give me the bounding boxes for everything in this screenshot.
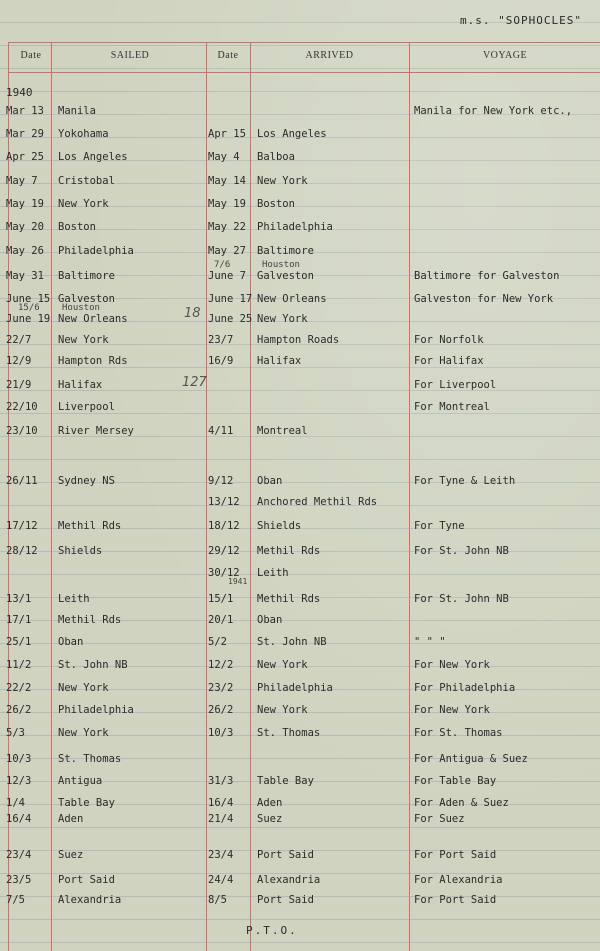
table-row [0,221,600,235]
sailed-port: Methil Rds [58,520,122,532]
arrived-date: 23/2 [208,682,234,694]
table-row [0,682,600,696]
arrived-date: 18/12 [208,520,240,532]
sailed-port: St. John NB [58,659,128,671]
sailed-date: Apr 25 [6,151,44,163]
sailed-date: 26/11 [6,475,38,487]
arrived-port: Philadelphia [257,682,333,694]
table-row [0,151,600,165]
sailed-port: Antigua [58,775,103,787]
sailed-date: 28/12 [6,545,38,557]
sailed-date: Mar 29 [6,128,44,140]
table-row [0,105,600,119]
table-row [0,175,600,189]
sailed-port: Philadelphia [58,704,134,716]
sailed-port: Sydney NS [58,475,115,487]
arrived-date: 30/12 [208,567,240,579]
houston-sail-port-note: Houston [62,303,100,313]
table-row [0,567,600,581]
table-row [0,849,600,863]
arrived-date: June 7 [208,270,246,282]
arrived-date: 16/9 [208,355,234,367]
galveston-arrive-port-note: Houston [262,260,300,270]
sailed-date: 17/12 [6,520,38,532]
houston-sail-date-note: 15/6 [18,303,40,313]
arrived-port: Port Said [257,849,314,861]
voyage-note: For Halifax [414,355,484,367]
sailed-port: New York [58,682,109,694]
arrived-port: St. John NB [257,636,327,648]
arrived-date: 29/12 [208,545,240,557]
arrived-date: 21/4 [208,813,234,825]
voyage-note: For Port Said [414,849,497,861]
sailed-port: Boston [58,221,96,233]
sailed-date: 22/7 [6,334,32,346]
arrived-port: New York [257,659,308,671]
arrived-port: Leith [257,567,289,579]
arrived-port: Galveston [257,270,314,282]
sailed-date: 26/2 [6,704,32,716]
sailed-port: Baltimore [58,270,115,282]
arrived-port: Baltimore [257,245,314,257]
arrived-port: Halifax [257,355,302,367]
voyage-note: For Port Said [414,894,497,906]
pencil-mark-127: 127 [182,375,207,390]
sailed-port: Suez [58,849,84,861]
arrived-date: 26/2 [208,704,234,716]
arrived-port: St. Thomas [257,727,321,739]
arrived-date: May 4 [208,151,240,163]
voyage-note: For Tyne & Leith [414,475,516,487]
footer-pto: P.T.O. [246,924,298,937]
voyage-note: For New York [414,659,490,671]
arrived-port: Philadelphia [257,221,333,233]
voyage-note: For Antigua & Suez [414,753,528,765]
arrived-date: 12/2 [208,659,234,671]
sailed-port: Cristobal [58,175,115,187]
arrived-port: Methil Rds [257,593,321,605]
arrived-date: 8/5 [208,894,227,906]
table-row [0,128,600,142]
sailed-port: Oban [58,636,84,648]
arrived-date: 13/12 [208,496,240,508]
sailed-port: Manila [58,105,96,117]
arrived-port: Los Angeles [257,128,327,140]
voyage-note: Galveston for New York [414,293,554,305]
table-row [0,198,600,212]
voyage-note: For Table Bay [414,775,497,787]
sailed-port: Aden [58,813,84,825]
table-row [0,545,600,559]
voyage-note: For New York [414,704,490,716]
sailed-date: 12/9 [6,355,32,367]
pencil-mark-18: 18 [184,306,201,321]
sailed-port: Hampton Rds [58,355,128,367]
sailed-date: 23/4 [6,849,32,861]
table-row [0,874,600,888]
table-row [0,813,600,827]
table-row [0,797,600,811]
header-voyage: VOYAGE [482,50,528,61]
arrived-port: New Orleans [257,293,327,305]
sailed-date: June 15 [6,293,51,305]
table-row [0,659,600,673]
table-row [0,270,600,284]
arrived-date: May 22 [208,221,246,233]
arrived-port: Oban [257,475,283,487]
sailed-date: 11/2 [6,659,32,671]
ship-name: m.s. "SOPHOCLES" [460,14,582,27]
arrived-date: 24/4 [208,874,234,886]
table-row [0,355,600,369]
sailed-date: Mar 13 [6,105,44,117]
sailed-date: 7/5 [6,894,25,906]
sailed-port: New Orleans [58,313,128,325]
sailed-port: Leith [58,593,90,605]
arrived-port: Suez [257,813,283,825]
table-row [0,894,600,908]
sailed-date: 10/3 [6,753,32,765]
voyage-note: Manila for New York etc., [414,105,573,117]
sailed-date: May 26 [6,245,44,257]
table-row [0,636,600,650]
sailed-port: Halifax [58,379,103,391]
sailed-date: May 19 [6,198,44,210]
sailed-date: 23/5 [6,874,32,886]
table-row [0,425,600,439]
header-top-rule [8,42,600,43]
voyage-note: For Tyne [414,520,465,532]
sailed-port: New York [58,198,109,210]
sailed-port: Methil Rds [58,614,122,626]
table-row [0,245,600,259]
header-sailed: SAILED [110,50,150,61]
sailed-port: Galveston [58,293,115,305]
voyage-note: For Philadelphia [414,682,516,694]
header-bottom-rule [8,72,600,73]
sailed-date: 22/10 [6,401,38,413]
sailed-port: Los Angeles [58,151,128,163]
arrived-port: Port Said [257,894,314,906]
sailed-date: May 31 [6,270,44,282]
table-row [0,753,600,767]
arrived-date: May 14 [208,175,246,187]
voyage-note: " " " [414,636,446,648]
sailed-port: Yokohama [58,128,109,140]
header-date-sailed: Date [20,50,42,61]
arrived-port: New York [257,313,308,325]
sailed-port: Table Bay [58,797,115,809]
voyage-note: For Liverpool [414,379,497,391]
arrived-date: 9/12 [208,475,234,487]
sailed-port: New York [58,727,109,739]
arrived-port: Hampton Roads [257,334,340,346]
sailed-port: St. Thomas [58,753,122,765]
table-row [0,313,600,327]
sailed-date: 25/1 [6,636,32,648]
table-row [0,520,600,534]
year-label: 1940 [6,86,33,99]
sailed-date: 5/3 [6,727,25,739]
arrived-date: 20/1 [208,614,234,626]
arrived-date: Apr 15 [208,128,246,140]
sailed-port: Philadelphia [58,245,134,257]
arrived-port: Alexandria [257,874,321,886]
voyage-note: Baltimore for Galveston [414,270,560,282]
arrived-port: Balboa [257,151,295,163]
arrived-port: Montreal [257,425,308,437]
table-row [0,614,600,628]
sailed-date: 21/9 [6,379,32,391]
sailed-date: 23/10 [6,425,38,437]
table-row [0,401,600,415]
sailed-date: May 7 [6,175,38,187]
table-row [0,775,600,789]
sailed-port: New York [58,334,109,346]
voyage-note: For St. John NB [414,593,509,605]
sailed-port: River Mersey [58,425,134,437]
arrived-date: 10/3 [208,727,234,739]
arrived-port: Methil Rds [257,545,321,557]
arrived-port: Oban [257,614,283,626]
arrived-port: Table Bay [257,775,314,787]
table-row [0,379,600,393]
arrived-date: 23/4 [208,849,234,861]
voyage-note: For Alexandria [414,874,503,886]
voyage-note: For Montreal [414,401,490,413]
sailed-date: June 19 [6,313,51,325]
arrived-port: Shields [257,520,302,532]
arrived-port: New York [257,175,308,187]
table-row [0,475,600,489]
voyage-note: For St. John NB [414,545,509,557]
table-row [0,727,600,741]
arrived-date: 15/1 [208,593,234,605]
sailed-date: 12/3 [6,775,32,787]
table-row [0,593,600,607]
sailed-port: Liverpool [58,401,115,413]
arrived-date: 4/11 [208,425,234,437]
year-1941-note: 1941 [228,577,248,586]
voyage-note: For Suez [414,813,465,825]
table-row [0,704,600,718]
header-date-arrived: Date [217,50,239,61]
arrived-port: New York [257,704,308,716]
table-row [0,496,600,510]
arrived-port: Anchored Methil Rds [257,496,378,508]
sailed-date: 16/4 [6,813,32,825]
arrived-date: 5/2 [208,636,227,648]
arrived-date: 31/3 [208,775,234,787]
arrived-date: 23/7 [208,334,234,346]
voyage-note: For St. Thomas [414,727,503,739]
sailed-date: 13/1 [6,593,32,605]
table-row [0,334,600,348]
sailed-port: Alexandria [58,894,122,906]
arrived-date: May 19 [208,198,246,210]
sailed-date: 17/1 [6,614,32,626]
sailed-port: Shields [58,545,103,557]
sailed-port: Port Said [58,874,115,886]
arrived-port: Boston [257,198,295,210]
arrived-date: May 27 [208,245,246,257]
sailed-date: May 20 [6,221,44,233]
arrived-date: 16/4 [208,797,234,809]
sailed-date: 1/4 [6,797,25,809]
arrived-date: June 17 [208,293,253,305]
arrived-date: June 25 [208,313,253,325]
voyage-note: For Aden & Suez [414,797,509,809]
sailed-date: 22/2 [6,682,32,694]
voyage-note: For Norfolk [414,334,484,346]
arrived-port: Aden [257,797,283,809]
header-arrived: ARRIVED [305,50,354,61]
galveston-arrive-date-note: 7/6 [214,260,231,270]
